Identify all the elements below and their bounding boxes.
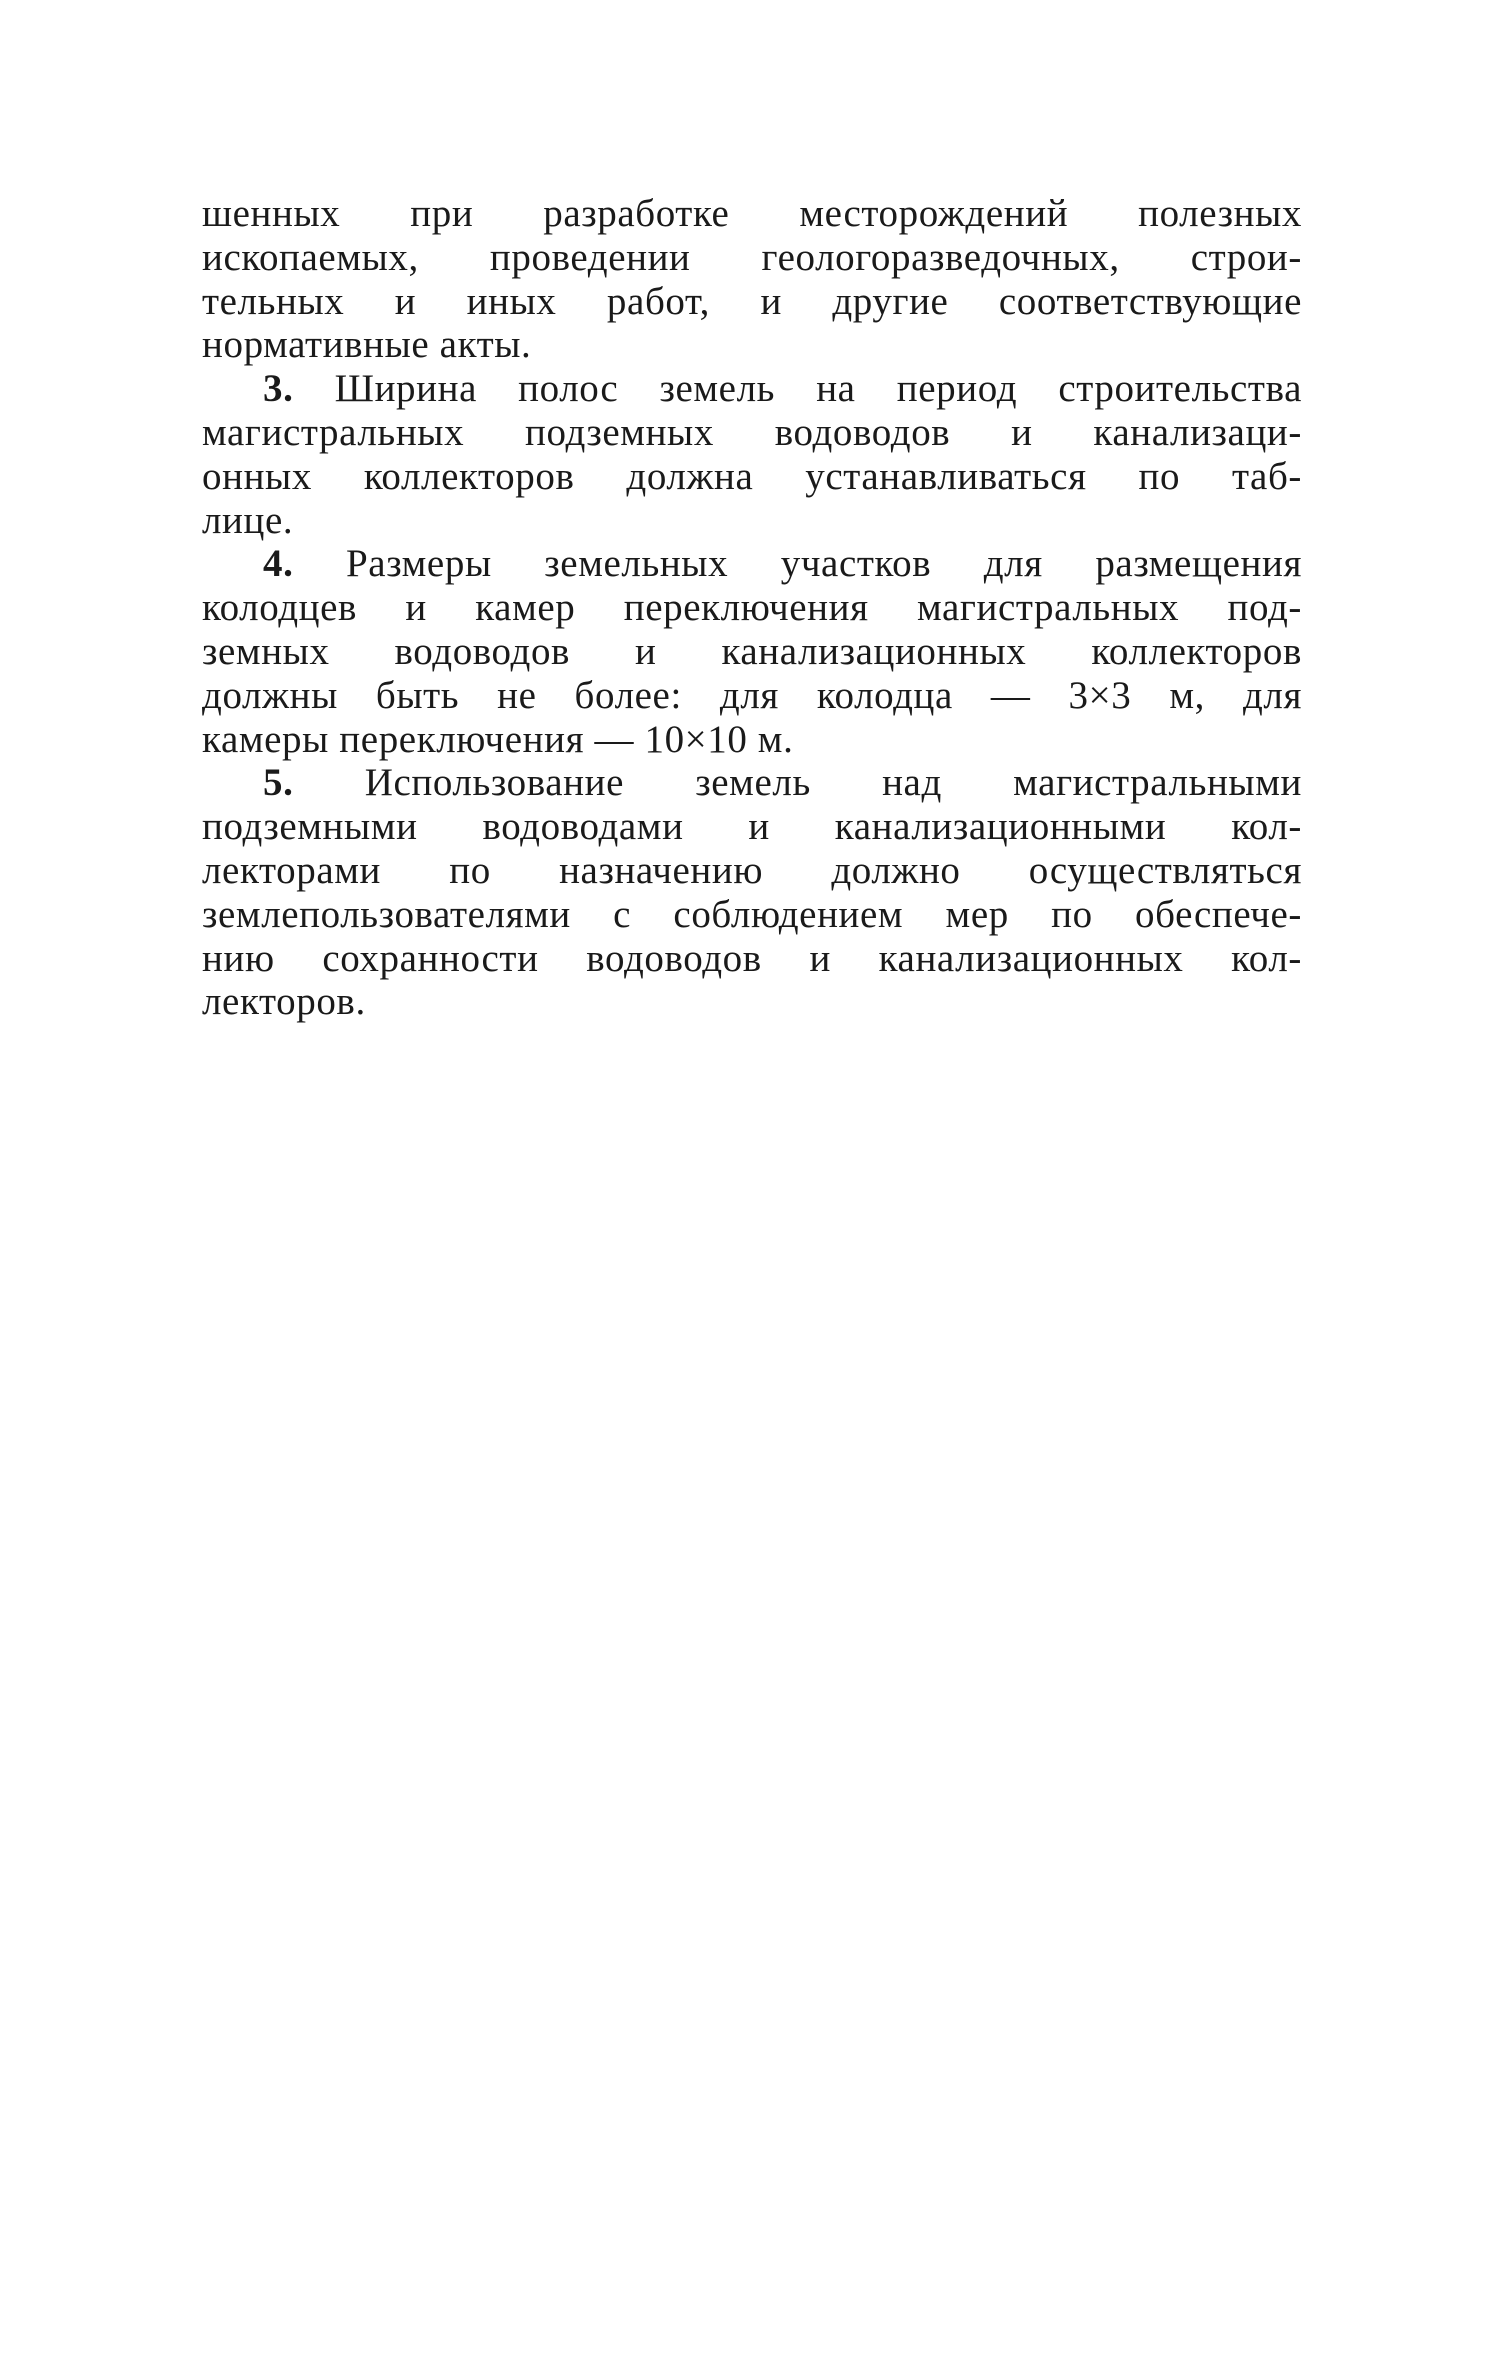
text-line: онных коллекторов должна устанавливаться по таб- [202,454,1302,498]
text-line: нормативные акты. [202,323,532,367]
text-line: Размеры земельных участков для размещения [346,542,1302,586]
text-line: шенных при разработке месторождений полезных [202,192,1302,235]
paragraph-number: 4. [263,542,294,586]
paragraph-4-first-line [202,542,1302,586]
text-line: ископаемых, проведении геологоразведочных, строи- [202,235,1302,279]
text-line: подземными водоводами и канализационными кол- [202,805,1302,849]
text-line: Использование земель над магистральными [364,761,1302,805]
text-line: нию сохранности водоводов и канализационных кол- [202,936,1302,980]
text-line: должны быть не более: для колодца — 3×3 м, для [202,673,1302,717]
text-line: лекторами по назначению должно осуществляться [202,848,1302,892]
text-line: землепользователями с соблюдением мер по обеспече- [202,892,1302,936]
text-line: лице. [202,498,294,542]
paragraph-5-first-line [202,761,1302,805]
text-line: лекторов. [202,980,366,1024]
text-line: Ширина полос земель на период строительства [334,367,1302,411]
paragraph-number: 3. [263,367,294,411]
text-line: камеры переключения — 10×10 м. [202,717,794,761]
text-line: земных водоводов и канализационных коллекторов [202,629,1302,673]
text-line: тельных и иных работ, и другие соответствующие [202,279,1302,323]
paragraph-3-first-line [202,367,1302,411]
paragraph-number: 5. [263,761,294,805]
text-line: магистральных подземных водоводов и канализаци- [202,410,1302,454]
text-line: колодцев и камер переключения магистральных под- [202,586,1302,630]
body-text [202,192,1302,1024]
